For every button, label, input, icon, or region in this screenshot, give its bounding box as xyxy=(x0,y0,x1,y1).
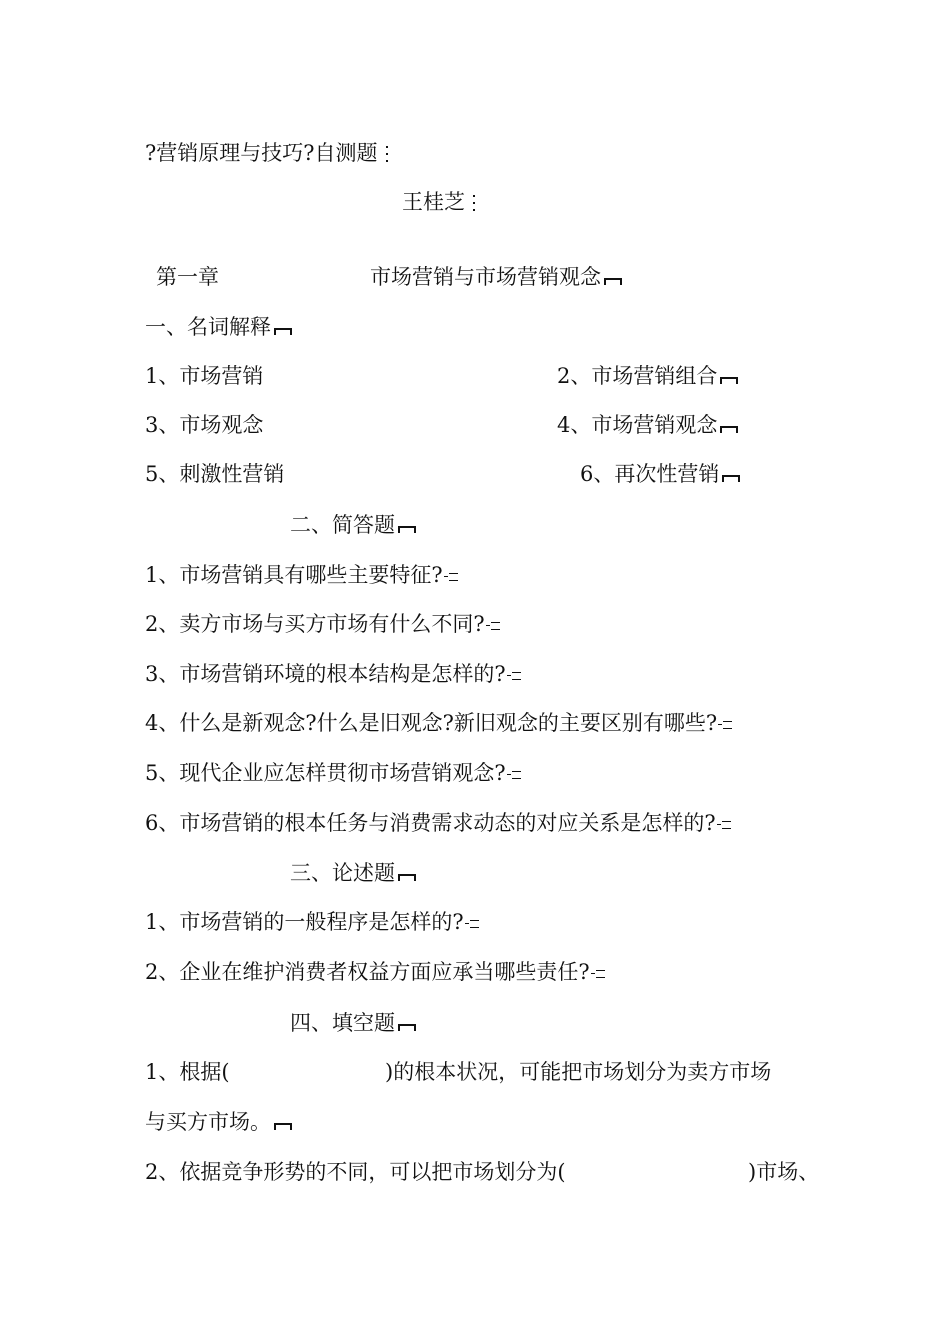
term-item: 5、刺激性营销 xyxy=(145,462,285,486)
paragraph-mark-icon xyxy=(721,469,741,483)
section-heading-terms: 一、名词解释 xyxy=(145,312,293,342)
paragraph-mark-icon xyxy=(397,520,417,534)
line-break-icon xyxy=(465,916,479,930)
fill-question-1-cont: 与买方市场。 xyxy=(145,1107,293,1137)
term-item: 3、市场观念 xyxy=(145,413,264,437)
section-heading-short-answer: 二、简答题 xyxy=(290,510,417,540)
section-heading-fill-in: 四、填空题 xyxy=(290,1008,417,1038)
line-break-icon xyxy=(444,569,458,583)
paragraph-mark-icon xyxy=(273,322,293,336)
question-item: 5、现代企业应怎样贯彻市场营销观念? xyxy=(145,758,521,788)
question-item: 6、市场营销的根本任务与消费需求动态的对应关系是怎样的? xyxy=(145,808,731,838)
section-heading-essay: 三、论述题 xyxy=(290,858,417,888)
line-break-icon xyxy=(717,817,731,831)
layout-marker-icon xyxy=(469,194,479,212)
fill-question-1-start: 1、根据( xyxy=(145,1060,230,1084)
chapter-title: 市场营销与市场营销观念 xyxy=(370,262,623,292)
question-item: 3、市场营销环境的根本结构是怎样的? xyxy=(145,659,521,689)
term-item: 4、市场营销观念 xyxy=(557,410,739,440)
chapter-number: 第一章 xyxy=(156,265,219,289)
term-item: 1、市场营销 xyxy=(145,364,264,388)
fill-question-2-end: )市场、 xyxy=(748,1160,820,1184)
fill-question-1-end: )的根本状况，可能把市场划分为卖方市场 xyxy=(385,1060,772,1084)
author-name: 王桂芝 xyxy=(402,187,479,217)
paragraph-mark-icon xyxy=(397,1018,417,1032)
term-item: 2、市场营销组合 xyxy=(557,361,739,391)
line-break-icon xyxy=(507,767,521,781)
line-break-icon xyxy=(507,668,521,682)
line-break-icon xyxy=(486,618,500,632)
question-item: 2、企业在维护消费者权益方面应承当哪些责任? xyxy=(145,957,605,987)
paragraph-mark-icon xyxy=(397,868,417,882)
paragraph-mark-icon xyxy=(719,420,739,434)
paragraph-mark-icon xyxy=(273,1117,293,1131)
question-item: 4、什么是新观念?什么是旧观念?新旧观念的主要区别有哪些? xyxy=(145,708,732,738)
question-item: 2、卖方市场与买方市场有什么不同? xyxy=(145,609,500,639)
paragraph-mark-icon xyxy=(603,272,623,286)
line-break-icon xyxy=(718,717,732,731)
question-item: 1、市场营销具有哪些主要特征? xyxy=(145,560,458,590)
document-title: ?营销原理与技巧?自测题 xyxy=(145,138,392,168)
term-item: 6、再次性营销 xyxy=(580,459,741,489)
layout-marker-icon xyxy=(382,145,392,163)
question-item: 1、市场营销的一般程序是怎样的? xyxy=(145,907,479,937)
paragraph-mark-icon xyxy=(719,371,739,385)
fill-question-2-start: 2、依据竞争形势的不同，可以把市场划分为( xyxy=(145,1160,566,1184)
line-break-icon xyxy=(591,966,605,980)
